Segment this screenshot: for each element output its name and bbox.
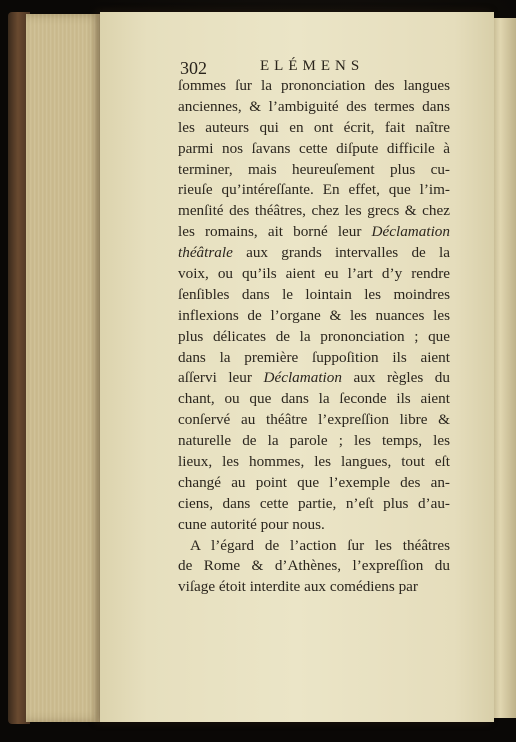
text-line <box>178 285 450 306</box>
page-edges <box>26 14 108 722</box>
text-segment: ſommes ſur la prononciation des langues <box>178 77 450 94</box>
text-line <box>178 515 450 536</box>
text-segment: changé au point que l’exemple des an- <box>178 473 450 491</box>
text-line <box>178 536 450 557</box>
text-segment: aux grands intervalles de la <box>232 244 450 262</box>
text-segment: les auteurs qui en ont écrit, fait naître <box>178 118 450 136</box>
text-line <box>178 368 450 389</box>
text-segment: ciens, dans cette partie, n’eſt plus d’au- <box>178 494 450 512</box>
italic-term: Déclamation <box>263 369 342 387</box>
text-line <box>178 410 450 431</box>
text-segment: plus délicates de la prononciation ; que <box>178 327 450 345</box>
text-segment: aux règles du <box>341 369 450 387</box>
text-line <box>178 556 450 577</box>
text-line <box>178 97 450 118</box>
text-line <box>178 243 450 264</box>
text-segment: conſervé au théâtre l’expreſſion libre & <box>178 411 450 429</box>
text-segment: naturelle de la parole ; les temps, les <box>178 432 450 450</box>
running-title: ELÉMENS <box>260 58 365 74</box>
text-line <box>178 306 450 327</box>
text-line <box>178 222 450 243</box>
text-line <box>178 431 450 452</box>
text-line <box>178 452 450 473</box>
italic-term: Déclamation <box>371 223 450 241</box>
text-line <box>178 348 450 369</box>
text-segment: de Rome & d’Athènes, l’expreſſion du <box>178 557 450 575</box>
text-segment: inflexions de l’organe & les nuances les <box>178 306 450 324</box>
text-line <box>178 577 450 598</box>
text-line <box>178 139 450 160</box>
text-segment: les romains, ait borné leur <box>178 223 372 241</box>
text-segment: menſité des théâtres, chez les grecs & chez <box>178 202 450 220</box>
text-line <box>178 201 450 222</box>
text-segment: terminer, mais heureuſement plus cu- <box>178 160 450 178</box>
text-segment: parmi nos ſavans cette diſpute difficile à <box>178 139 450 157</box>
text-line <box>178 389 450 410</box>
text-line <box>178 264 450 285</box>
italic-term: théâtrale <box>178 244 233 262</box>
text-segment: voix, ou qu’ils aient eu l’art d’y rendre <box>178 265 450 283</box>
text-segment: cune autorité pour nous. <box>178 515 325 533</box>
page-number: 302 <box>180 58 207 78</box>
text-line <box>178 160 450 181</box>
text-segment: aſſervi leur <box>178 369 264 387</box>
text-line <box>178 473 450 494</box>
body-text <box>178 76 450 598</box>
text-line <box>178 494 450 515</box>
text-segment: viſage étoit interdite aux comédiens par <box>178 578 418 596</box>
text-line <box>178 327 450 348</box>
text-segment: lieux, les hommes, les langues, tout eſt <box>178 453 450 471</box>
text-segment: rieuſe qu’intéreſſante. En effet, que l’im- <box>178 181 450 199</box>
text-line <box>178 180 450 201</box>
text-line <box>178 118 450 139</box>
text-segment: chant, ou que dans la ſeconde ils aient <box>178 390 450 408</box>
text-segment: anciennes, & l’ambiguité des termes dans <box>178 97 450 115</box>
text-segment: A l’égard de l’action ſur les théâtres <box>190 536 450 554</box>
text-line <box>178 76 450 97</box>
text-segment: dans la première ſuppoſition ils aient <box>178 348 450 366</box>
text-segment: ſenſibles dans le lointain les moindres <box>178 285 450 303</box>
